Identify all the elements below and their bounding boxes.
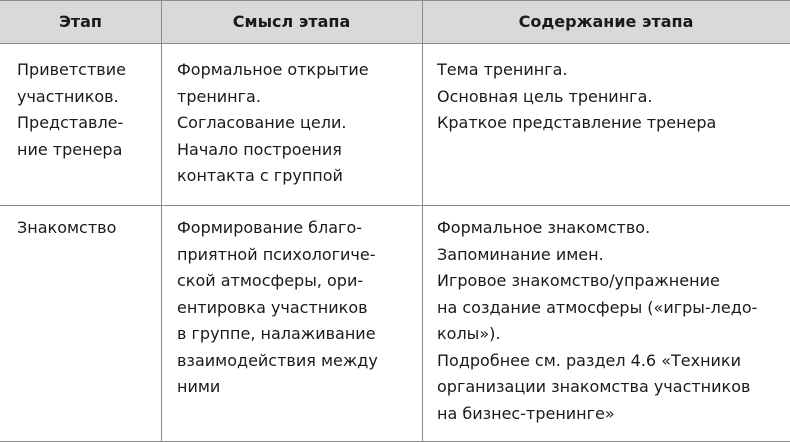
cell-line: ской атмосферы, ори- bbox=[177, 271, 364, 290]
cell-line: на бизнес-тренинге» bbox=[437, 403, 615, 423]
cell-line: организации знакомства участников bbox=[437, 377, 751, 396]
header-meaning: Смысл этапа bbox=[232, 12, 351, 31]
cell-line: колы»). bbox=[437, 324, 501, 343]
cell-line: Знакомство bbox=[17, 218, 117, 237]
table-cell-stage bbox=[17, 215, 116, 242]
cell-line: Представле- bbox=[17, 113, 124, 132]
cell-line: Формальное знакомство. bbox=[437, 218, 651, 237]
cell-line: Основная цель тренинга. bbox=[437, 86, 653, 106]
cell-line: Краткое представление тренера bbox=[437, 113, 717, 132]
cell-line: ентировка участников bbox=[177, 297, 368, 317]
table-cell-content bbox=[437, 57, 716, 137]
cell-line: Формирование благо- bbox=[177, 218, 363, 237]
column-divider bbox=[422, 0, 423, 442]
table-header-row bbox=[0, 0, 790, 44]
header-content: Содержание этапа bbox=[518, 12, 694, 31]
table-cell-meaning bbox=[177, 215, 378, 401]
column-divider bbox=[161, 0, 162, 442]
cell-line: приятной психологиче- bbox=[177, 244, 376, 264]
cell-line: в группе, налаживание bbox=[177, 324, 376, 343]
table-cell-stage bbox=[17, 57, 126, 163]
cell-line: ние тренера bbox=[17, 139, 123, 159]
cell-line: тренинга. bbox=[177, 86, 261, 106]
cell-line: участников. bbox=[17, 86, 119, 106]
table-cell-content bbox=[437, 215, 757, 427]
header-stage: Этап bbox=[59, 12, 102, 31]
cell-line: Приветствие bbox=[17, 60, 126, 79]
cell-line: Запоминание имен. bbox=[437, 244, 604, 264]
cell-line: Начало построения bbox=[177, 139, 342, 159]
table-cell-meaning bbox=[177, 57, 369, 190]
cell-line: ними bbox=[177, 377, 221, 396]
cell-line: Согласование цели. bbox=[177, 113, 347, 132]
cell-line: Игровое знакомство/упражнение bbox=[437, 271, 720, 290]
cell-line: на создание атмосферы («игры-ледо- bbox=[437, 297, 758, 317]
cell-line: взаимодействия между bbox=[177, 350, 378, 370]
cell-line: Тема тренинга. bbox=[437, 60, 568, 79]
row-divider bbox=[0, 205, 790, 206]
cell-line: Формальное открытие bbox=[177, 60, 369, 79]
cell-line: Подробнее см. раздел 4.6 «Техники bbox=[437, 350, 741, 370]
cell-line: контакта с группой bbox=[177, 166, 343, 185]
